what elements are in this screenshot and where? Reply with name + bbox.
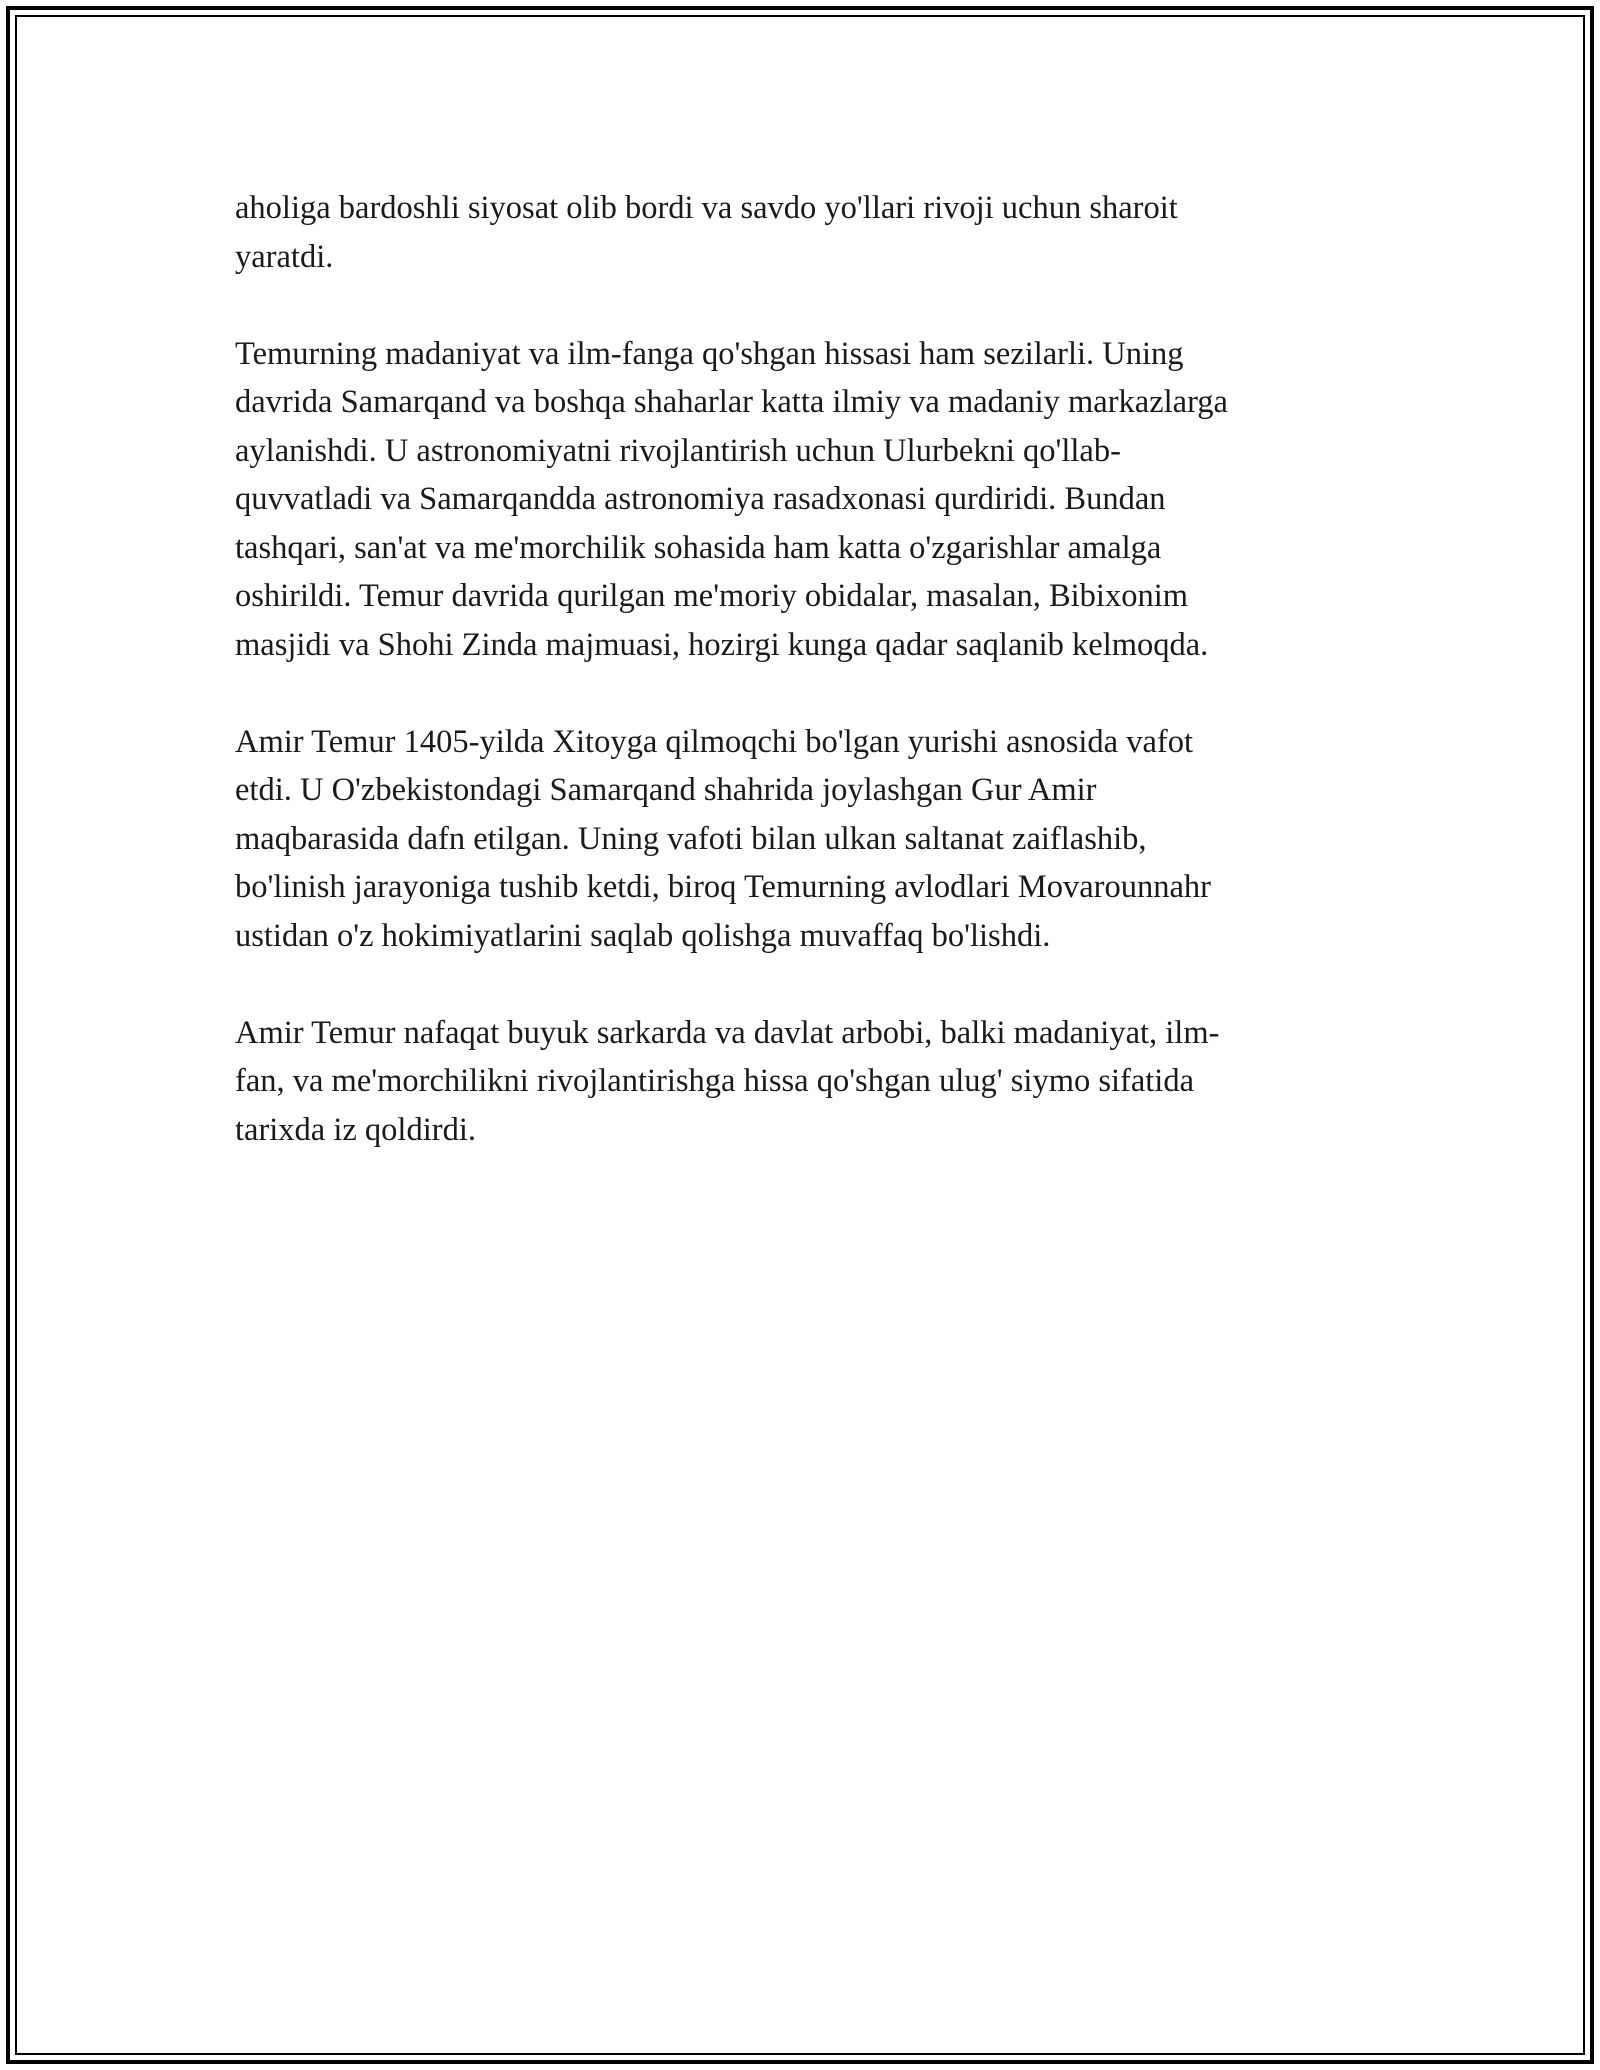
- text-line: aholiga bardoshli siyosat olib bordi va savdo yo'llari rivoji uchun sharoit: [235, 190, 1178, 226]
- text-line: quvvatladi va Samarqandda astronomiya rasadxonasi qurdiridi. Bundan: [235, 481, 1166, 517]
- text-line: etdi. U O'zbekistondagi Samarqand shahrida joylashgan Gur Amir: [235, 772, 1097, 808]
- text-line: Amir Temur 1405-yilda Xitoyga qilmoqchi bo'lgan yurishi asnosida vafot: [235, 723, 1193, 760]
- text-line: masjidi va Shohi Zinda majmuasi, hozirgi kunga qadar saqlanib kelmoqda.: [235, 626, 1209, 663]
- text-line: tarixda iz qoldirdi.: [235, 1111, 476, 1148]
- text-line: aylanishdi. U astronomiyatni rivojlantirish uchun Ulurbekni qo'llab-: [235, 432, 1121, 469]
- text-line: oshirildi. Temur davrida qurilgan me'moriy obidalar, masalan, Bibixonim: [235, 578, 1189, 614]
- document-body: [235, 184, 1370, 1203]
- paragraph-4: [235, 1009, 1370, 1155]
- text-line: Temurning madaniyat va ilm-fanga qo'shgan hissasi ham sezilarli. Uning: [235, 335, 1184, 372]
- text-line: yaratdi.: [235, 238, 334, 275]
- text-line: fan, va me'morchilikni rivojlantirishga hissa qo'shgan ulug' siymo sifatida: [235, 1063, 1195, 1099]
- text-line: Amir Temur nafaqat buyuk sarkarda va davlat arbobi, balki madaniyat, ilm-: [235, 1014, 1220, 1051]
- text-line: davrida Samarqand va boshqa shaharlar katta ilmiy va madaniy markazlarga: [235, 384, 1228, 420]
- paragraph-2: [235, 330, 1370, 670]
- paragraph-1: [235, 184, 1370, 281]
- text-line: tashqari, san'at va me'morchilik sohasida ham katta o'zgarishlar amalga: [235, 529, 1162, 566]
- text-line: ustidan o'z hokimiyatlarini saqlab qolishga muvaffaq bo'lishdi.: [235, 917, 1051, 954]
- paragraph-3: [235, 718, 1370, 961]
- text-line: maqbarasida dafn etilgan. Uning vafoti bilan ulkan saltanat zaiflashib,: [235, 820, 1147, 857]
- text-line: bo'linish jarayoniga tushib ketdi, biroq Temurning avlodlari Movarounnahr: [235, 869, 1211, 905]
